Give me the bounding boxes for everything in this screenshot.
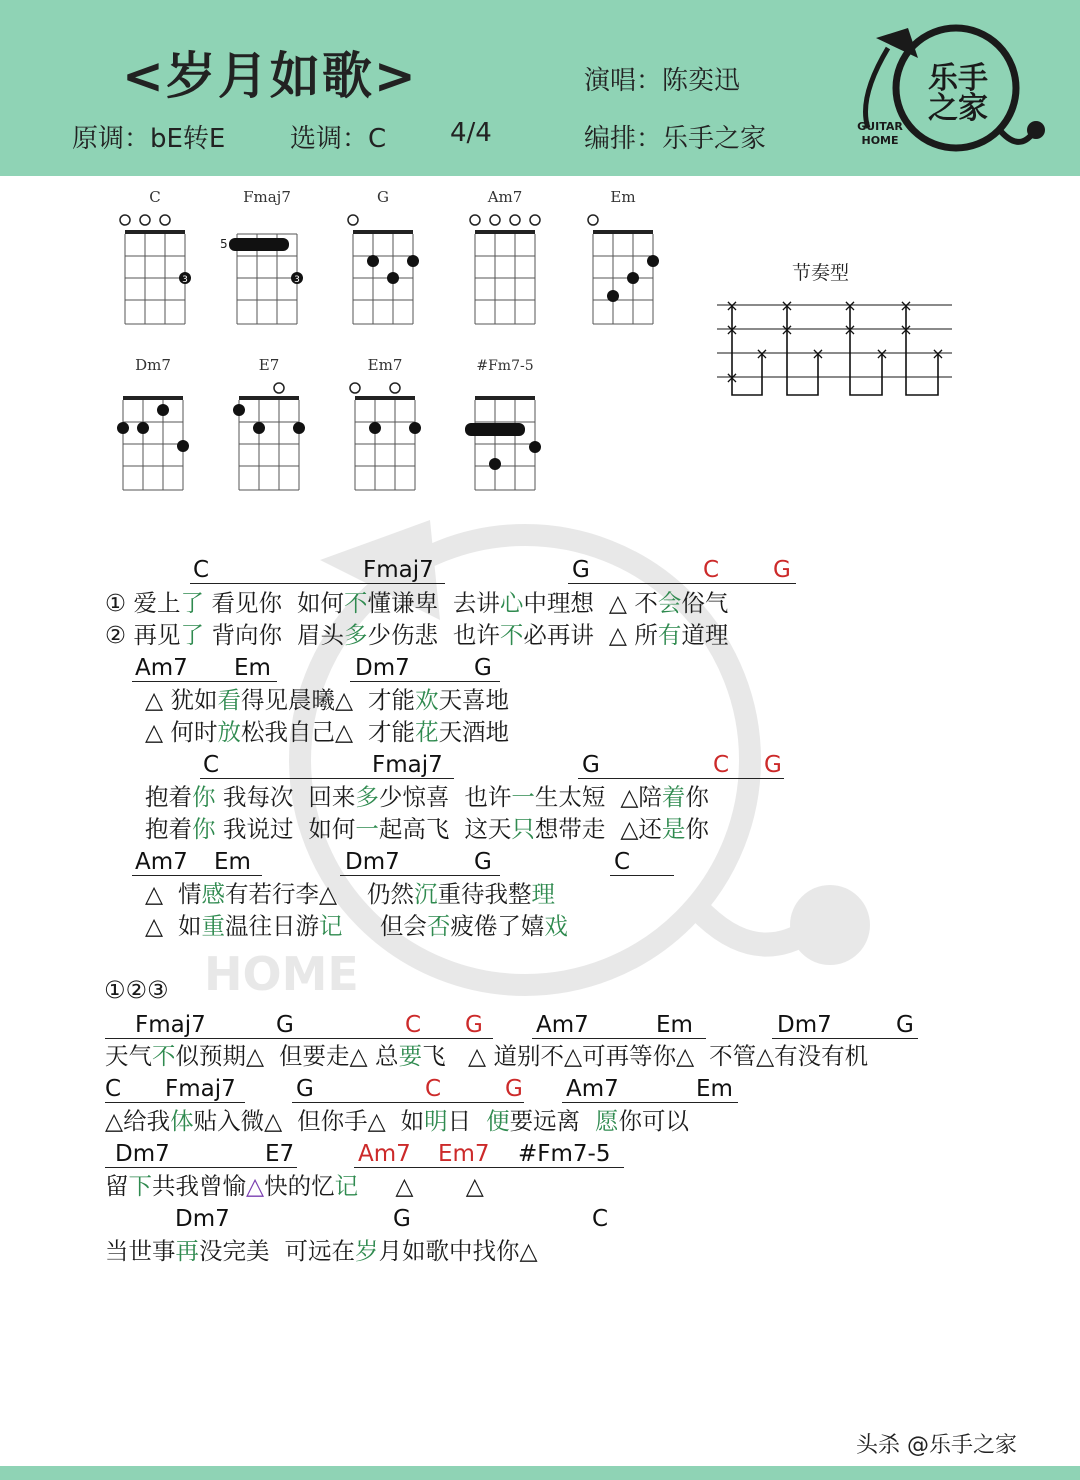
lyric-segment: 背向你 眉头 (204, 621, 344, 649)
chord-label: Dm7 (115, 1141, 170, 1167)
lyric-line (105, 620, 728, 650)
lyric-segment: 下 (128, 1172, 152, 1200)
svg-text:×: × (843, 296, 857, 315)
chord-underline (610, 875, 674, 876)
chord-underline (532, 1038, 706, 1039)
lyric-segment: △ (246, 1172, 265, 1200)
lyric-segment: 想带走 △还 (534, 815, 662, 843)
lyric-segment: 看见你 如何 (204, 589, 344, 617)
chord-diagram-em (578, 186, 668, 331)
lyric-segment: 明 (424, 1107, 448, 1135)
svg-text:×: × (725, 296, 739, 315)
chord-label: G (474, 849, 492, 875)
lyric-segment: 欢 (415, 686, 439, 714)
lyric-segment: 你 (685, 783, 709, 811)
lyric-segment: 贴入微△ 但你手△ 如 (193, 1107, 425, 1135)
lyric-segment: △给我 (105, 1107, 171, 1135)
svg-text:×: × (780, 296, 794, 315)
chord-diagram-dm7 (108, 352, 198, 497)
lyric-segment: 便 (486, 1107, 510, 1135)
chord-underline (105, 1167, 297, 1168)
svg-text:×: × (899, 320, 913, 339)
lyric-segment: 有 (657, 621, 682, 649)
logo-text-2: 之家 (928, 91, 988, 126)
lyric-line (105, 1041, 868, 1071)
lyric-segment: 但会 (342, 912, 427, 940)
time-signature: 4/4 (450, 118, 492, 148)
chord-label: Am7 (135, 849, 188, 875)
lyric-segment: 必再讲 △ 所 (523, 621, 658, 649)
chord-label: Dm7 (345, 849, 400, 875)
lyric-segment: 要远离 (509, 1107, 596, 1135)
lyric-segment: 少伤悲 也许 (367, 621, 500, 649)
lyric-line (145, 879, 555, 909)
lyric-segment: 要 (398, 1042, 423, 1070)
chord-underline (772, 1038, 918, 1039)
chord-underline (132, 875, 262, 876)
lyric-segment: 俗气 (681, 589, 729, 617)
guitar-home-logo (848, 18, 1053, 168)
lyric-segment: 你 (192, 815, 216, 843)
lyric-segment: 体 (170, 1107, 194, 1135)
chord-label: Em (214, 849, 251, 875)
chord-name-g: G (377, 188, 389, 206)
svg-text:×: × (755, 344, 769, 363)
rhythm-pattern (712, 290, 962, 405)
chord-label: C (592, 1206, 609, 1232)
chord-underline (190, 583, 445, 584)
chord-diagram-c (110, 186, 200, 331)
lyric-segment: 感 (201, 880, 226, 908)
lyric-line (145, 717, 509, 747)
chord-label: Fmaj7 (165, 1076, 236, 1102)
lyric-segment: 天酒地 (438, 718, 510, 746)
chord-label: C (425, 1076, 442, 1102)
lyric-segment: 否 (426, 912, 451, 940)
chord-diagram-am7 (460, 186, 555, 331)
lyric-segment: 不 (499, 621, 524, 649)
chord-underline (562, 1102, 738, 1103)
chord-underline (292, 1102, 524, 1103)
lyric-line (105, 1236, 538, 1266)
chord-label: #Fm7-5 (518, 1141, 611, 1167)
source-credit: 头杀 @乐手之家 (856, 1433, 1017, 1458)
chord-underline (200, 778, 454, 779)
chord-label: Dm7 (355, 655, 410, 681)
lyric-segment: 岁 (354, 1237, 379, 1265)
lyric-segment: 得见晨曦△ 才能 (241, 686, 416, 714)
lyric-segment: 是 (661, 815, 686, 843)
chord-label: C (105, 1076, 122, 1102)
chord-label: C (405, 1012, 422, 1038)
lyric-segment: 生太短 △陪 (534, 783, 662, 811)
chord-diagram-fm75 (460, 352, 555, 497)
lyric-segment: 一 (511, 783, 535, 811)
lyric-segment: 放 (217, 718, 242, 746)
svg-text:3: 3 (294, 275, 300, 285)
chord-label: G (505, 1076, 523, 1102)
svg-text:×: × (780, 320, 794, 339)
svg-text:3: 3 (182, 275, 188, 285)
svg-text:×: × (811, 344, 825, 363)
lyric-segment: 重待我整 (437, 880, 532, 908)
svg-text:×: × (725, 368, 739, 387)
original-key: 原调：bE转E (72, 124, 226, 154)
lyric-segment: 理 (531, 880, 555, 908)
lyric-segment: 心 (499, 589, 524, 617)
lyric-segment: △ △ (358, 1172, 484, 1200)
lyric-segment: 飞 △ 道别不△可再等你△ 不管△有没有机 (422, 1042, 869, 1070)
watermark-text: HOME (204, 947, 359, 1000)
lyric-segment: 你 (192, 783, 216, 811)
chord-underline (105, 1038, 493, 1039)
chord-label: Fmaj7 (372, 752, 443, 778)
chord-label: E7 (265, 1141, 295, 1167)
chord-name-em7: Em7 (367, 356, 403, 374)
section-marker: ①②③ (104, 976, 169, 1004)
lyric-segment: 我每次 回来 (215, 783, 356, 811)
lyric-segment: △ 何时 (145, 718, 218, 746)
arranger-label: 编排：乐手之家 (584, 124, 767, 154)
logo-text-1: 乐手 (928, 61, 988, 96)
lyric-segment: 当世事 (105, 1237, 176, 1265)
lyric-segment: 看 (217, 686, 242, 714)
chord-diagram-fmaj7 (212, 186, 312, 331)
lyric-segment: 多 (355, 783, 379, 811)
lyric-line (105, 1171, 484, 1201)
lyric-segment: 戏 (544, 912, 568, 940)
lyric-segment: 少惊喜 也许 (378, 783, 512, 811)
chord-label: Am7 (358, 1141, 411, 1167)
svg-text:×: × (931, 344, 945, 363)
chord-label: G (572, 557, 590, 583)
lyric-segment: 没完美 可远在 (199, 1237, 355, 1265)
lyric-segment: 抱着 (145, 815, 192, 843)
lyric-segment: 着 (661, 783, 686, 811)
chord-label: Em (656, 1012, 693, 1038)
chord-name-dm7: Dm7 (135, 356, 171, 374)
lyric-segment: 了 (180, 589, 205, 617)
chord-underline (350, 681, 500, 682)
lyric-segment: 只 (511, 815, 535, 843)
chord-label: Fmaj7 (135, 1012, 206, 1038)
chord-label: C (614, 849, 631, 875)
chord-label: G (393, 1206, 411, 1232)
chord-label: G (296, 1076, 314, 1102)
lyric-segment: 道理 (681, 621, 729, 649)
chord-diagram-em7 (340, 352, 430, 497)
lyric-segment: 再 (175, 1237, 199, 1265)
song-title: <岁月如歌> (122, 47, 418, 105)
lyric-segment: 不 (152, 1042, 176, 1070)
lyric-segment: 记 (334, 1172, 359, 1200)
lyric-line (145, 782, 709, 812)
lyric-segment: 有若行李△ 仍然 (225, 880, 414, 908)
lyric-segment: 你可以 (618, 1107, 690, 1135)
lyric-segment: 重 (201, 912, 226, 940)
lyric-line (105, 1106, 689, 1136)
lyric-segment: ① 爱上 (105, 589, 181, 617)
logo-text-3: GUITAR (857, 120, 903, 133)
lyric-segment: 起高飞 这天 (378, 815, 512, 843)
chord-label: C (203, 752, 220, 778)
chord-label: G (276, 1012, 294, 1038)
svg-text:×: × (899, 296, 913, 315)
chord-name-c: C (149, 188, 161, 206)
chord-name-fmaj7: Fmaj7 (243, 188, 291, 206)
lyric-segment: 愿 (595, 1107, 619, 1135)
lyric-line (105, 588, 728, 618)
lyric-segment: 多 (343, 621, 368, 649)
lyric-segment: △ 情 (145, 880, 202, 908)
lyric-segment: 日 (447, 1107, 487, 1135)
lyric-segment: ② 再见 (105, 621, 181, 649)
chord-underline (132, 681, 277, 682)
lyric-segment: 了 (180, 621, 205, 649)
lyric-segment: 我说过 如何 (215, 815, 356, 843)
lyric-segment: 松我自己△ 才能 (241, 718, 416, 746)
rhythm-title: 节奏型 (792, 262, 850, 284)
chord-label: G (465, 1012, 483, 1038)
lyric-segment: 共我曾愉 (152, 1172, 246, 1200)
chord-label: Dm7 (175, 1206, 230, 1232)
chord-name-em: Em (610, 188, 636, 206)
lyric-segment: 似预期△ 但要走△ 总 (175, 1042, 399, 1070)
lyric-segment: 疲倦了嬉 (450, 912, 545, 940)
chord-label: Am7 (566, 1076, 619, 1102)
chord-name-fm75: #Fm7-5 (476, 358, 534, 374)
lyric-segment: △ 犹如 (145, 686, 218, 714)
lyric-line (145, 685, 509, 715)
chord-underline (340, 875, 500, 876)
lyric-segment: 月如歌中找你△ (378, 1237, 538, 1265)
lyric-segment: 记 (319, 912, 343, 940)
chord-underline (354, 1167, 624, 1168)
chord-label: G (474, 655, 492, 681)
chord-label: Em (696, 1076, 733, 1102)
chord-label: Em7 (438, 1141, 490, 1167)
chord-label: G (764, 752, 782, 778)
chord-name-e7: E7 (258, 356, 280, 374)
lyric-segment: 一 (355, 815, 379, 843)
lyric-segment: 懂谦卑 去讲 (367, 589, 500, 617)
svg-text:×: × (843, 320, 857, 339)
chord-label: G (582, 752, 600, 778)
singer-label: 演唱：陈奕迅 (584, 66, 741, 96)
chord-name-am7: Am7 (487, 188, 523, 206)
chord-diagram-g (338, 186, 428, 331)
lyric-segment: △ 如 (145, 912, 202, 940)
lyric-segment: 花 (415, 718, 439, 746)
lyric-segment: 天气 (105, 1042, 152, 1070)
chord-underline (105, 1102, 245, 1103)
lyric-line (145, 911, 568, 941)
chord-label: C (193, 557, 210, 583)
svg-text:×: × (725, 320, 739, 339)
lyric-line (145, 814, 709, 844)
lyric-segment: 天喜地 (438, 686, 510, 714)
lyric-segment: 不 (343, 589, 368, 617)
chord-label: G (896, 1012, 914, 1038)
lyric-segment: 你 (685, 815, 709, 843)
logo-text-4: HOME (861, 134, 899, 147)
chord-label: C (713, 752, 730, 778)
lyric-segment: 温往日游 (225, 912, 320, 940)
chord-underline (578, 778, 784, 779)
lyric-segment: 沉 (413, 880, 438, 908)
lyric-segment: 留 (105, 1172, 129, 1200)
chord-label: G (773, 557, 791, 583)
chord-diagram-e7 (224, 352, 314, 497)
chord-underline (568, 583, 796, 584)
lyric-segment: 抱着 (145, 783, 192, 811)
chord-label: Dm7 (777, 1012, 832, 1038)
fret-number-5: 5 (220, 237, 228, 251)
chord-label: Em (234, 655, 271, 681)
chord-label: Am7 (135, 655, 188, 681)
chord-label: C (703, 557, 720, 583)
lyric-segment: 会 (657, 589, 682, 617)
chord-label: Fmaj7 (363, 557, 434, 583)
lyric-segment: 中理想 △ 不 (523, 589, 658, 617)
selected-key: 选调：C (290, 124, 387, 154)
footer-bar (0, 1466, 1080, 1480)
svg-text:×: × (875, 344, 889, 363)
lyric-segment: 快的忆 (264, 1172, 335, 1200)
chord-label: Am7 (536, 1012, 589, 1038)
